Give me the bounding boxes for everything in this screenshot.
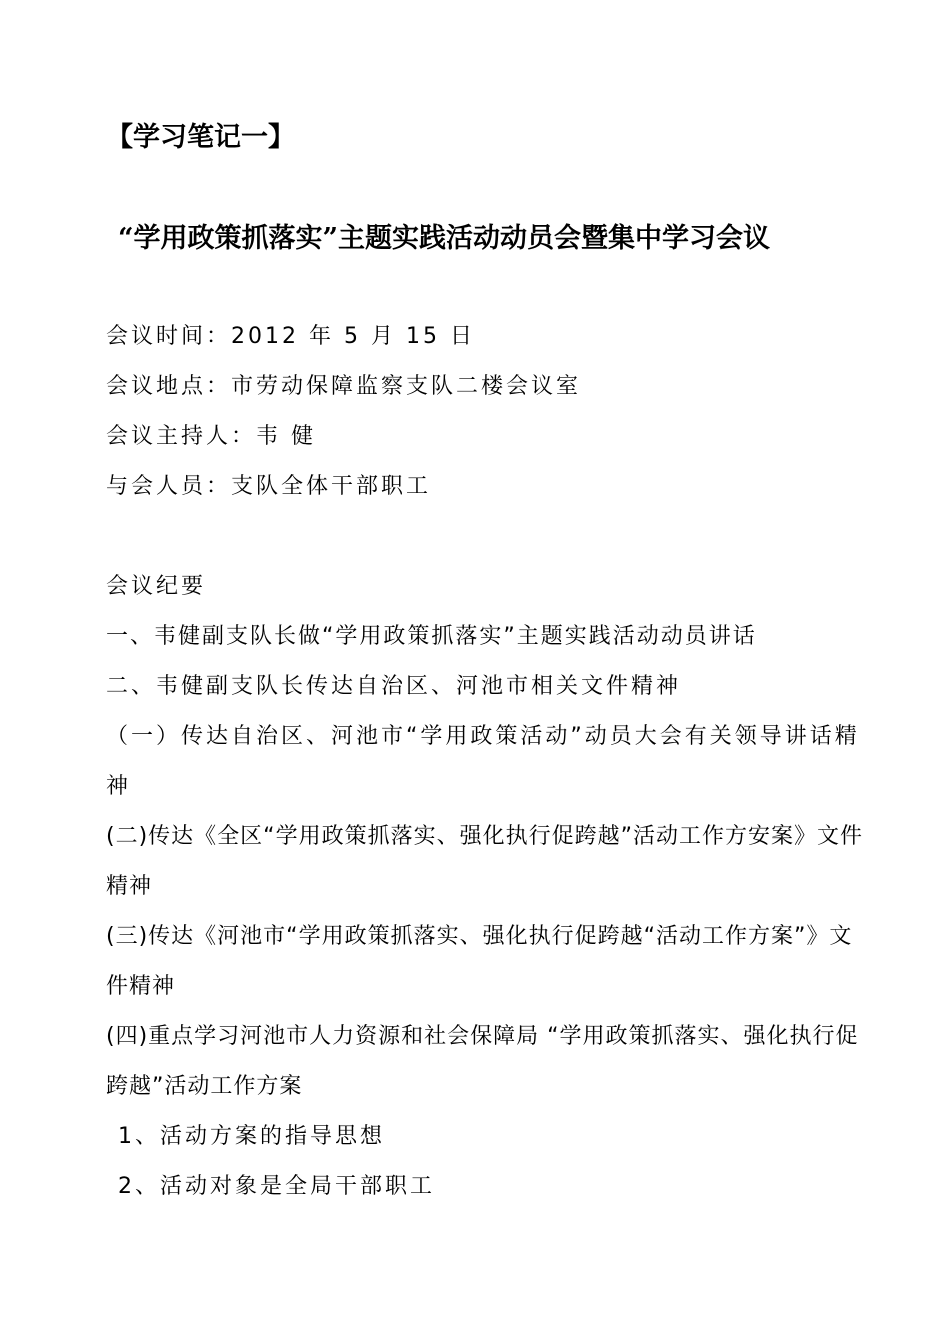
meeting-time: 会议时间：2012 年 5 月 15 日 xyxy=(106,324,475,349)
list-item: 一、韦健副支队长做“学用政策抓落实”主题实践活动动员讲话 xyxy=(106,624,757,649)
document-heading: 【学习笔记一】 xyxy=(106,122,295,153)
list-item: (二)传达《全区“学用政策抓落实、强化执行促跨越”活动工作方安案》文件精神 xyxy=(106,824,863,899)
meeting-location: 会议地点：市劳动保障监察支队二楼会议室 xyxy=(106,374,582,399)
list-item: （一）传达自治区、河池市“学用政策活动”动员大会有关领导讲话精神 xyxy=(106,724,860,799)
list-item: 1、活动方案的指导思想 xyxy=(118,1124,385,1149)
list-item: 2、活动对象是全局干部职工 xyxy=(118,1174,435,1199)
meeting-host: 会议主持人：韦 健 xyxy=(106,424,316,449)
meeting-attendees: 与会人员：支队全体干部职工 xyxy=(106,474,432,499)
list-item: (四)重点学习河池市人力资源和社会保障局 “学用政策抓落实、强化执行促跨越”活动工作方案 xyxy=(106,1024,859,1099)
summary-title: 会议纪要 xyxy=(106,574,207,599)
meeting-title: “学用政策抓落实”主题实践活动动员会暨集中学习会议 xyxy=(118,223,771,254)
list-item: 二、韦健副支队长传达自治区、河池市相关文件精神 xyxy=(106,674,682,699)
list-item: (三)传达《河池市“学用政策抓落实、强化执行促跨越“活动工作方案”》文件精神 xyxy=(106,924,853,999)
